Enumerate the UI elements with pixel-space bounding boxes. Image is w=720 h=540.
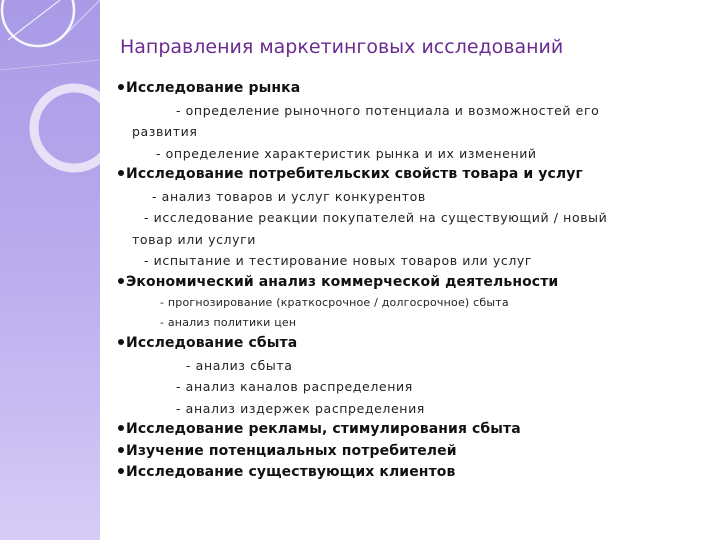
bullet-text: Исследование потребительских свойств товара и услуг (126, 166, 583, 182)
list-item: - анализ каналов распределения (176, 379, 413, 394)
list-item: - анализ сбыта (186, 357, 293, 373)
list-item: - анализ политики цен (160, 316, 297, 329)
decorative-circles-icon (0, 0, 100, 200)
bullet-text: Исследование сбыта (126, 335, 298, 351)
bullet-text: Экономический анализ коммерческой деятельности (126, 273, 559, 290)
list-item: развития (132, 124, 198, 139)
list-item: товар или услуги (132, 231, 257, 247)
list-item: - прогнозирование (краткосрочное / долгосрочное) сбыта (160, 296, 509, 309)
bullet-icon (118, 170, 124, 176)
bullet-icon (118, 339, 124, 345)
list-item (116, 441, 706, 463)
bullet-text: Исследование существующих клиентов (126, 464, 456, 480)
bullet-icon (118, 278, 124, 284)
list-item (116, 78, 706, 100)
list-item: - анализ товаров и услуг конкурентов (152, 188, 426, 204)
list-item: - испытание и тестирование новых товаров или услуг (144, 253, 533, 268)
bullet-text: Изучение потенциальных потребителей (126, 442, 457, 459)
bullet-icon (118, 84, 124, 90)
list-item: - определение характеристик рынка и их изменений (156, 145, 537, 161)
bullet-icon (118, 447, 124, 453)
list-item (116, 272, 706, 294)
bullet-text: Исследование рекламы, стимулирования сбыта (126, 421, 521, 437)
page-title: Направления маркетинговых исследований (120, 36, 564, 58)
list-item (116, 333, 706, 355)
list-item: - определение рыночного потенциала и возможностей его (176, 102, 600, 118)
bullet-icon (118, 468, 124, 474)
list-item (116, 462, 706, 484)
bullet-text: Исследование рынка (126, 80, 301, 96)
list-item (116, 164, 706, 186)
list-item: - анализ издержек распределения (176, 400, 425, 416)
list-item (116, 419, 706, 441)
list-item: - исследование реакции покупателей на существующий / новый (144, 210, 608, 225)
content-list (116, 78, 706, 484)
bullet-icon (118, 425, 124, 431)
